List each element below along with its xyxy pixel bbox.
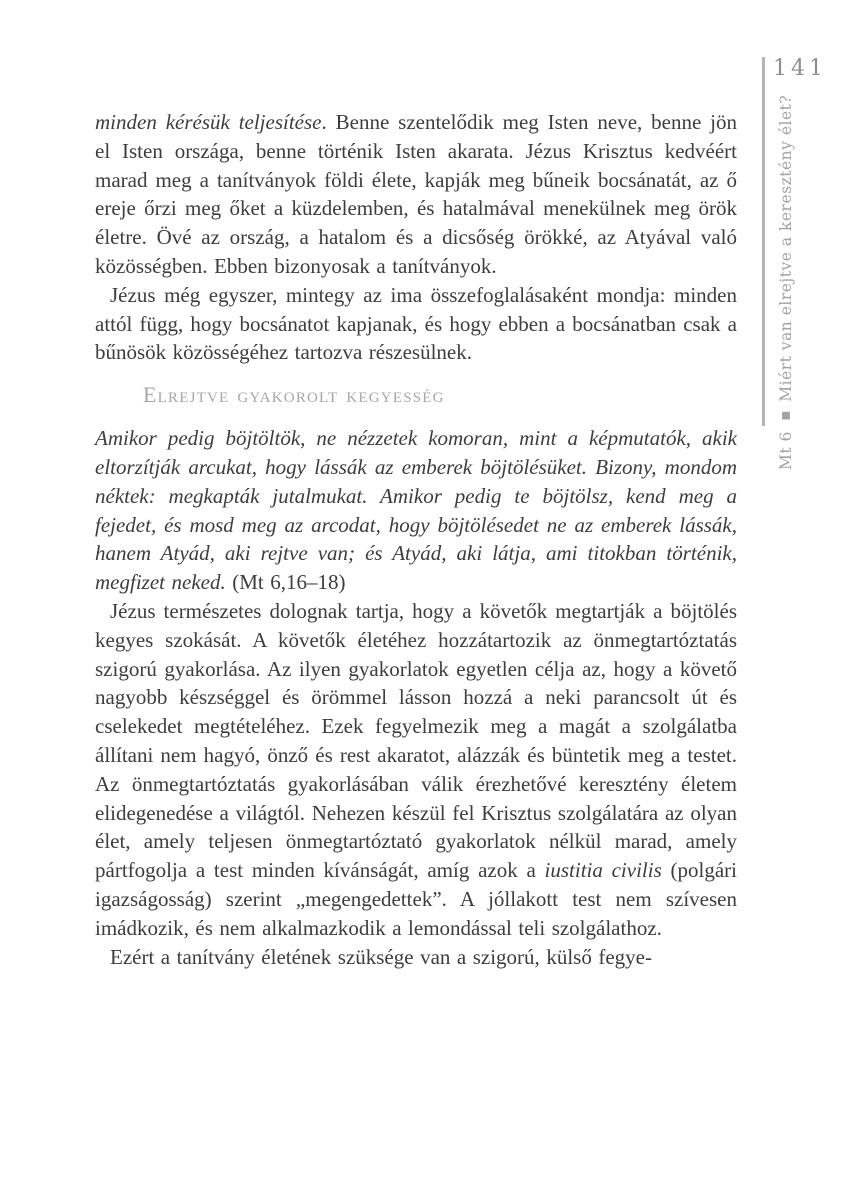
paragraph-lead-italic: minden kérésük teljesítése (95, 110, 322, 134)
latin-term-italic: iustitia civilis (544, 858, 662, 883)
scripture-quote (95, 424, 737, 597)
margin-chapter-title: Mt 6 ▪ Miért van elrejtve a keresztény élet? (777, 94, 795, 470)
paragraph-text: (polgári igazságosság) szerint „megengedettek”. A jóllakott test nem szívesen imádkozik, és nem alkalmazkodik a lemondással teli szolgálathoz. (95, 858, 737, 940)
text-column (95, 108, 737, 971)
paragraph: Ezért a tanítvány életének szüksége van a szigorú, külső fegye- (110, 944, 652, 969)
paragraph-text: Jézus természetes dolognak tartja, hogy a követők megtartják a böjtölés kegyes szokását. A követők életéhez hozzátartozik az önmegtartóztatás szigorú gyakorlása. Az ilyen gyakorlatok egyetlen célja az, hogy a követő nagyobb készséggel és örömmel lásson hozzá a neki parancsolt út és cselekedet megtételéhez. Ezek fegyelmezik meg a magát a szolgálatba állítani nem hagyó, önző és rest akaratot, alázzák és büntetik meg a testet. Az önmegtartóztatás gyakorlásában válik érezhetővé keresztény életem elidegenedése a világtól. Nehezen készül fel Krisztus szolgálatára az olyan élet, amely teljesen önmegtartóztató gyakorlatok nélkül marad, amely pártfogolja a test minden kívánságát, amíg azok a (95, 598, 737, 883)
paragraph (95, 108, 737, 281)
quote-text: Amikor pedig böjtöltök, ne nézzetek komoran, mint a képmutatók, akik eltorzítják arcukat, hogy lássák az emberek böjtölésüket. Bizony, mondom néktek: megkapták jutalmukat. Amikor pedig te böjtölsz, kend meg a fejedet, és mosd meg az arcodat, hogy böjtölésedet ne az emberek lássák, hanem Atyád, aki rejtve van; és Atyád, aki látja, ami titokban történik, megfizet neked. (95, 426, 737, 595)
paragraph (95, 597, 737, 943)
paragraph: Jézus még egyszer, mintegy az ima összefoglalásaként mondja: minden attól függ, hogy bocsánatot kapjanak, és hogy ebben a bocsánatban csak a bűnösök közösségéhez tartozva részesülnek. (95, 282, 737, 365)
scripture-reference: (Mt 6,16–18) (225, 570, 346, 595)
page-number: 141 (773, 56, 827, 81)
paragraph-text: . Benne szentelődik meg Isten neve, benne jön el Isten országa, benne történik Isten akarata. Jézus Krisztus kedvéért marad meg a tanítványok földi élete, kapják meg bűneik bocsánatát, az ő ereje őrzi meg őket a küzdelemben, és hatalmával menekülnek meg örök életre. Övé az ország, a hatalom és a dicsőség örökké, az Atyával való közösségben. Ebben bizonyosak a tanítványok. (95, 110, 737, 278)
section-heading: Elrejtve gyakorolt kegyesség (143, 382, 445, 408)
margin-rule (762, 57, 765, 426)
